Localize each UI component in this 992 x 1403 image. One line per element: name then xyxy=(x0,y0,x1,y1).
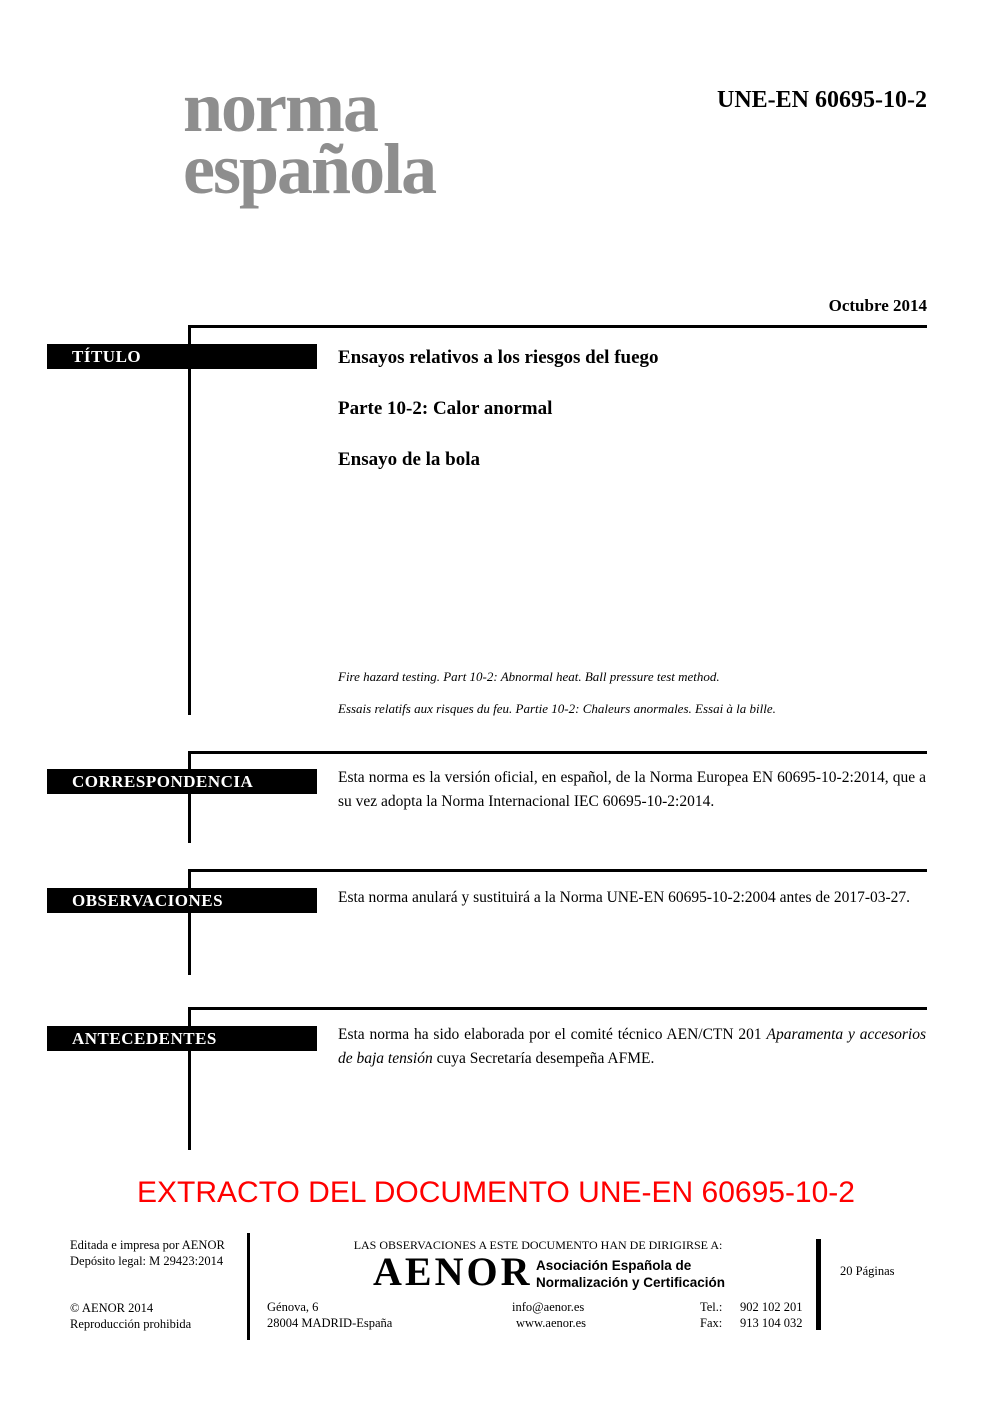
observaciones-text: Esta norma anulará y sustituirá a la Norma UNE-EN 60695-10-2:2004 antes de 2017-03-27. xyxy=(338,889,911,906)
document-code: UNE-EN 60695-10-2 xyxy=(717,87,927,113)
antecedentes-text-italic: Aparamenta y accesorios de baja tensión xyxy=(338,1026,926,1067)
publication-date: Octubre 2014 xyxy=(828,296,927,315)
correspondencia-text: Esta norma es la versión oficial, en español, de la Norma Europea EN 60695-10-2:2014, que a su vez adopta la Norma Internacional IEC 60695-10-2:2014. xyxy=(338,769,926,810)
correspondencia-top-rule xyxy=(188,751,927,754)
footer-fax-value: 913 104 032 xyxy=(740,1316,803,1330)
title-english: Fire hazard testing. Part 10-2: Abnormal heat. Ball pressure test method. xyxy=(338,669,720,684)
brand-line-1: norma xyxy=(183,67,377,147)
footer-copyright-block xyxy=(70,1300,191,1332)
correspondencia-bar xyxy=(47,769,317,794)
footer-page-count: 20 Páginas xyxy=(840,1264,895,1278)
footer-address-line-2: 28004 MADRID-España xyxy=(267,1316,393,1330)
footer-tel-value: 902 102 201 xyxy=(740,1300,803,1314)
titulo-label: TÍTULO xyxy=(72,347,142,366)
correspondencia-label: CORRESPONDENCIA xyxy=(72,772,254,791)
observaciones-bar xyxy=(47,888,317,913)
footer-divider-left xyxy=(247,1233,250,1340)
title-line-2: Parte 10-2: Calor anormal xyxy=(338,398,553,419)
footer-fax-label: Fax: xyxy=(700,1316,723,1330)
antecedentes-text-end: cuya Secretaría desempeña AFME. xyxy=(432,1050,655,1067)
brand-line-2: española xyxy=(183,129,436,209)
antecedentes-text xyxy=(338,1023,926,1071)
titulo-bar xyxy=(47,344,317,369)
footer-edited-by: Editada e impresa por AENOR xyxy=(70,1238,225,1252)
footer-phones xyxy=(700,1299,803,1331)
footer-imprint xyxy=(70,1237,225,1269)
footer-tel xyxy=(700,1299,803,1315)
correspondencia-vline xyxy=(188,751,191,843)
footer-contact-web xyxy=(512,1299,586,1331)
footer-legal-deposit: Depósito legal: M 29423:2014 xyxy=(70,1254,224,1268)
footer-email: info@aenor.es xyxy=(512,1300,585,1314)
footer-tel-label: Tel.: xyxy=(700,1300,723,1314)
footer-copyright: © AENOR 2014 xyxy=(70,1301,154,1315)
title-line-3: Ensayo de la bola xyxy=(338,449,481,470)
footer-address xyxy=(267,1299,392,1331)
antecedentes-label: ANTECEDENTES xyxy=(72,1029,217,1048)
antecedentes-bar xyxy=(47,1026,317,1051)
observaciones-vline xyxy=(188,869,191,975)
brand-logo xyxy=(183,67,436,209)
titulo-top-rule xyxy=(188,325,927,328)
observaciones-top-rule xyxy=(188,869,927,872)
extracto-heading: EXTRACTO DEL DOCUMENTO UNE-EN 60695-10-2 xyxy=(137,1176,855,1209)
footer-website: www.aenor.es xyxy=(516,1316,587,1330)
antecedentes-text-start: Esta norma ha sido elaborada por el comité técnico AEN/CTN 201 xyxy=(338,1026,767,1043)
observaciones-label: OBSERVACIONES xyxy=(72,891,224,910)
aenor-logo: AENOR xyxy=(373,1249,533,1294)
aenor-org-line-2: Normalización y Certificación xyxy=(536,1275,726,1290)
title-french: Essais relatifs aux risques du feu. Partie 10-2: Chaleurs anormales. Essai à la bille. xyxy=(338,701,776,716)
aenor-org-name xyxy=(536,1257,725,1291)
footer-divider-right xyxy=(816,1239,821,1330)
titulo-vline xyxy=(188,325,191,715)
footer-address-line-1: Génova, 6 xyxy=(267,1300,319,1314)
footer-reproduction: Reproducción prohibida xyxy=(70,1317,192,1331)
footer-fax xyxy=(700,1315,803,1331)
footer-notice: LAS OBSERVACIONES A ESTE DOCUMENTO HAN DE DIRIGIRSE A: xyxy=(353,1238,723,1252)
title-line-1: Ensayos relativos a los riesgos del fuego xyxy=(338,347,659,368)
aenor-org-line-1: Asociación Española de xyxy=(536,1258,692,1273)
antecedentes-top-rule xyxy=(188,1007,927,1010)
